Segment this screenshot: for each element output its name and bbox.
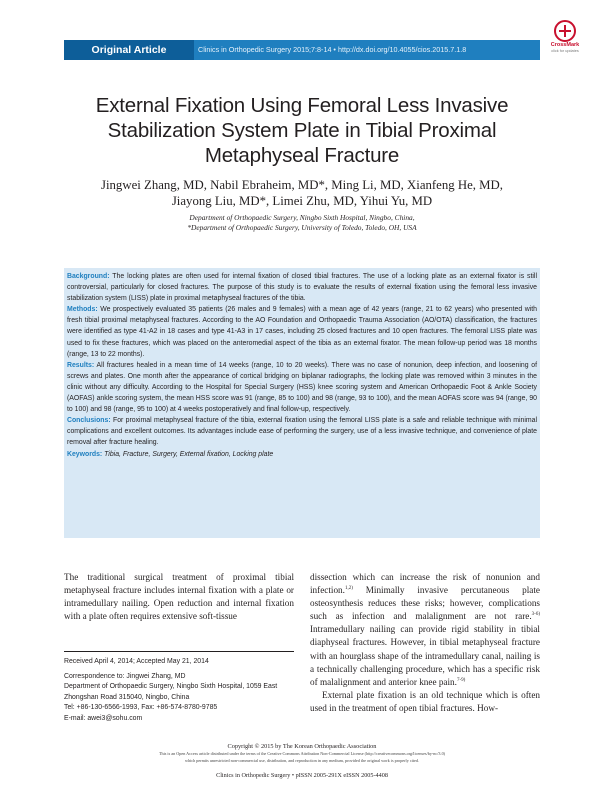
affiliation-2: *Department of Orthopaedic Surgery, University of Toledo, Toledo, OH, USA	[187, 223, 417, 232]
license-line-1: This is an Open Access article distributed under the terms of the Creative Commons Attribution Non-Commercial License (http://creativecommons.org/licenses/by-nc/3.0)	[158, 751, 446, 756]
external-fixation-paragraph: External plate fixation is an old technique which is often used in the treatment of open tibial fractures. How-	[310, 689, 540, 713]
abstract-background	[67, 271, 537, 304]
abstract-keywords	[67, 449, 537, 460]
title-line-2: Stabilization System Plate in Tibial Proximal	[107, 119, 497, 142]
journal-citation-line[interactable]: Clinics in Orthopedic Surgery 2015;7:8-14 • http://dx.doi.org/10.4055/cios.2015.7.1.8	[198, 45, 467, 54]
abstract-results	[67, 360, 537, 415]
affiliation-1: Department of Orthopaedic Surgery, Ningbo Sixth Hospital, Ningbo, China,	[189, 213, 415, 222]
article-type-label: Original Article	[64, 40, 194, 60]
intro-continuation	[310, 571, 540, 689]
body-column-right	[310, 571, 540, 715]
title-line-3: Metaphyseal Fracture	[204, 144, 400, 167]
ref-7-9[interactable]: 7-9)	[456, 677, 466, 683]
abstract-methods	[67, 304, 537, 359]
intro-cont-b: Minimally invasive percutaneous plate osteosynthesis reduces these risks; however, complications such as infection and malalignment are not rare.	[310, 585, 540, 622]
crossmark-sub: click for updates	[551, 49, 579, 53]
footnote-divider	[64, 651, 294, 652]
affiliations	[64, 213, 540, 233]
background-label: Background:	[67, 273, 110, 280]
title-line-1: External Fixation Using Femoral Less Invasive	[95, 94, 509, 117]
conclusions-label: Conclusions:	[67, 417, 111, 425]
intro-cont-a: dissection which can increase the risk of nonunion and infection.	[310, 572, 540, 596]
issn-line: Clinics in Orthopedic Surgery • pISSN 2005-291X eISSN 2005-4408	[216, 772, 388, 779]
keywords-text: Tibia, Fracture, Surgery, External fixation, Locking plate	[104, 450, 274, 458]
copyright-notice: Copyright © 2015 by The Korean Orthopaedic Association	[227, 743, 377, 750]
license-notice	[64, 751, 540, 764]
authors-line-1: Jingwei Zhang, MD, Nabil Ebraheim, MD*, Ming Li, MD, Xianfeng He, MD,	[101, 178, 503, 192]
conclusions-text: For proximal metaphyseal fracture of the tibia, external fixation using the femoral LISS plate is a safe and reliable technique with minimal complications and excellent outcomes. Its advantages include ease of performing the surgery, use of a less invasive technique, and convenience of plate removal after fracture healing.	[67, 417, 537, 447]
crossmark-icon	[554, 20, 576, 42]
results-label: Results:	[67, 361, 95, 369]
crossmark-label: CrossMark	[550, 42, 580, 48]
background-text: The locking plates are often used for internal fixation of closed tibial fractures. The use of a locking plate as an external fixator is still controversial, particularly for closed fractures. The purpose of this study is to evaluate the results of external fixation using the femoral less invasive stabilization system (LISS) plate in proximal metaphyseal fractures of the tibia.	[67, 273, 537, 303]
correspondence-author: Correspondence to: Jingwei Zhang, MD	[64, 672, 186, 680]
keywords-label: Keywords:	[67, 450, 103, 458]
abstract-conclusions	[67, 415, 537, 448]
abstract	[67, 271, 537, 460]
methods-label: Methods:	[67, 306, 98, 314]
address-line-1: Department of Orthopaedic Surgery, Ningbo Sixth Hospital, 1059 East	[64, 683, 278, 690]
authors-line-2: Jiayong Liu, MD*, Limei Zhu, MD, Yihui Yu, MD	[171, 194, 433, 208]
intro-paragraph: The traditional surgical treatment of proximal tibial metaphyseal fracture includes internal fixation with a plate or intramedullary nailing. Open reduction and internal fixation with a plate often requires extensive soft-tissue	[64, 572, 294, 622]
body-column-left	[64, 571, 294, 623]
intro-cont-c: Intramedullary nailing can provide rigid stability in tibial diaphyseal fractures. However, in tibial metaphyseal fracture with an hourglass shape of the intramedullary canal, nailing is a technically challenging procedure, which has a specific risk of malalignment and anterior knee pain.	[310, 624, 540, 687]
paper-title	[64, 93, 540, 168]
methods-text: We prospectively evaluated 35 patients (26 males and 9 females) with a mean age of 42 years (range, 21 to 62 years) who presented with fresh tibial proximal metaphyseal fractures. According to the AO Foundation and Orthopaedic Trauma Association (AO/OTA) classification, the fractures were identified as type 41-A2 in 18 cases and type 41-A3 in 17 cases, including 25 closed fractures and 10 open fractures. The femoral LISS plate was used to fix these fractures, which was placed on the anteromedial aspect of the tibia as an external fixator. The mean follow-up period was 18 months (range, 13 to 22 months).	[67, 306, 537, 358]
ref-3-6[interactable]: 3-6)	[531, 612, 540, 618]
author-list	[64, 177, 540, 209]
ref-1-2[interactable]: 1,2)	[344, 586, 353, 592]
results-text: All fractures healed in a mean time of 14 weeks (range, 10 to 20 weeks). There was no case of nonunion, deep infection, and loosening of screws and plates. One month after the appearance of cortical bridging on biplanar radiographs, the locking plate was removed within 3 minutes in the clinic without any difficulty. According to the Hospital for Special Surgery (HSS) knee scoring system and American Orthopaedic Foot & Ankle Society (AOFAS) ankle scoring system, the mean HSS score was 91 (range, 85 to 100) and 98 (range, 93 to 100), and the mean AOFAS score was 94 (range, 90 to 100) and 98 (range, 95 to 100) at 4 weeks postoperatively and final follow-up, respectively.	[67, 361, 537, 414]
crossmark-badge[interactable]	[550, 20, 580, 60]
address-line-2: Zhongshan Road 315040, Ningbo, China	[64, 693, 190, 701]
received-dates: Received April 4, 2014; Accepted May 21, 2014	[64, 658, 209, 665]
correspondence-footnote	[64, 657, 294, 724]
phone-fax: Tel: +86-130-6566-1993, Fax: +86-574-8780-9785	[64, 704, 218, 711]
license-line-2: which permits unrestricted non-commercial use, distribution, and reproduction in any medium, provided the original work is properly cited.	[184, 757, 420, 763]
email[interactable]: E-mail: awei3@sohu.com	[64, 714, 143, 722]
